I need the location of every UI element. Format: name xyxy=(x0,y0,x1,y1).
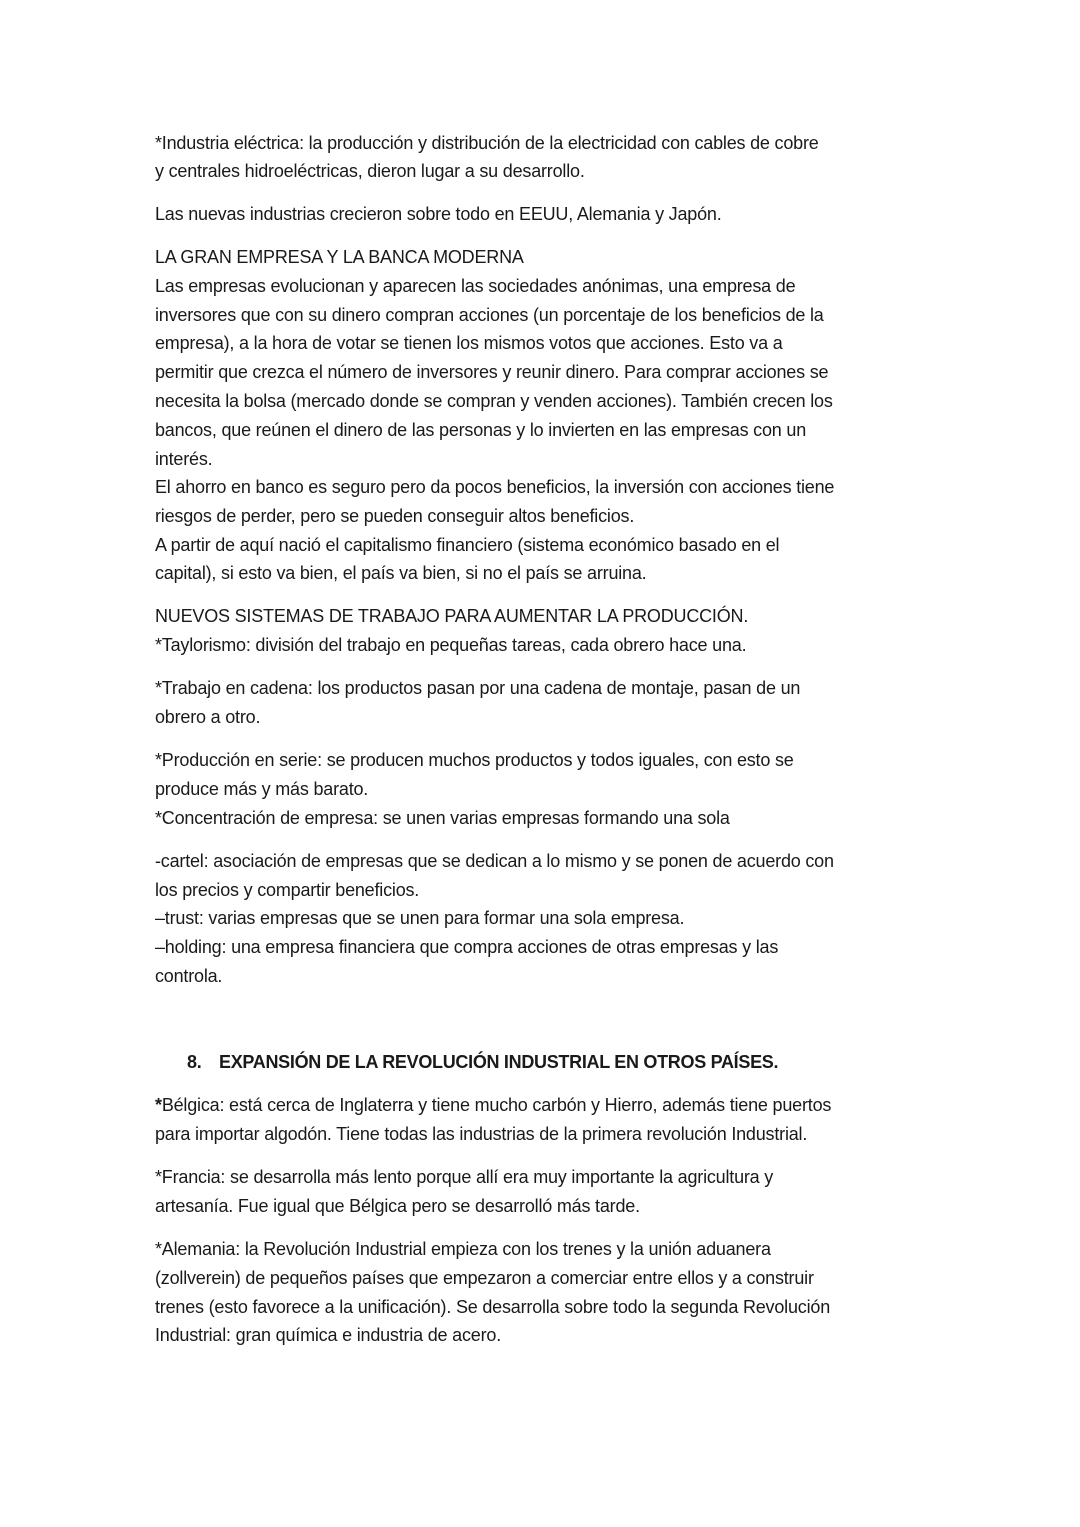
text-line: -cartel: asociación de empresas que se dedican a lo mismo y se ponen de acuerdo con xyxy=(155,851,834,871)
text-line: *Trabajo en cadena: los productos pasan por una cadena de montaje, pasan de un xyxy=(155,678,801,698)
section-title: EXPANSIÓN DE LA REVOLUCIÓN INDUSTRIAL EN OTROS PAÍSES. xyxy=(219,1052,779,1072)
text-line: necesita la bolsa (mercado donde se compran y venden acciones). También crecen los xyxy=(155,391,833,411)
text-line: A partir de aquí nació el capitalismo financiero (sistema económico basado en el xyxy=(155,535,780,555)
text-line: Las empresas evolucionan y aparecen las sociedades anónimas, una empresa de xyxy=(155,276,796,296)
text-line: –holding: una empresa financiera que compra acciones de otras empresas y las xyxy=(155,937,779,957)
section-heading: NUEVOS SISTEMAS DE TRABAJO PARA AUMENTAR LA PRODUCCIÓN. xyxy=(155,606,749,626)
text-line: trenes (esto favorece a la unificación). Se desarrolla sobre todo la segunda Revolución xyxy=(155,1297,831,1317)
text-line: *Alemania: la Revolución Industrial empieza con los trenes y la unión aduanera xyxy=(155,1239,771,1259)
text-line: El ahorro en banco es seguro pero da pocos beneficios, la inversión con acciones tiene xyxy=(155,477,835,497)
text-line: Industrial: gran química e industria de acero. xyxy=(155,1325,501,1345)
text-line: permitir que crezca el número de inversores y reunir dinero. Para comprar acciones se xyxy=(155,362,829,382)
section-8-heading xyxy=(187,1050,778,1074)
text-line: *Taylorismo: división del trabajo en pequeñas tareas, cada obrero hace una. xyxy=(155,635,747,655)
text-line: bancos, que reúnen el dinero de las personas y lo invierten en las empresas con un xyxy=(155,420,807,440)
text-line: –trust: varias empresas que se unen para formar una sola empresa. xyxy=(155,908,685,928)
text-line: produce más y más barato. xyxy=(155,779,369,799)
text-line: controla. xyxy=(155,966,223,986)
text-line: inversores que con su dinero compran acciones (un porcentaje de los beneficios de la xyxy=(155,305,824,325)
text-line: *Concentración de empresa: se unen varias empresas formando una sola xyxy=(155,808,730,828)
text-line: los precios y compartir beneficios. xyxy=(155,880,420,900)
text-line: *Producción en serie: se producen muchos productos y todos iguales, con esto se xyxy=(155,750,794,770)
text-line xyxy=(155,1093,831,1117)
text-line: interés. xyxy=(155,449,213,469)
text-span: Bélgica: está cerca de Inglaterra y tiene mucho carbón y Hierro, además tiene puertos xyxy=(161,1095,832,1115)
text-line: Las nuevas industrias crecieron sobre todo en EEUU, Alemania y Japón. xyxy=(155,204,722,224)
section-heading: LA GRAN EMPRESA Y LA BANCA MODERNA xyxy=(155,247,524,267)
text-line: *Industria eléctrica: la producción y distribución de la electricidad con cables de cobre xyxy=(155,133,819,153)
text-line: capital), si esto va bien, el país va bien, si no el país se arruina. xyxy=(155,563,647,583)
text-line: riesgos de perder, pero se pueden conseguir altos beneficios. xyxy=(155,506,635,526)
text-line: empresa), a la hora de votar se tienen los mismos votos que acciones. Esto va a xyxy=(155,333,783,353)
text-line: y centrales hidroeléctricas, dieron lugar a su desarrollo. xyxy=(155,161,585,181)
text-line: (zollverein) de pequeños países que empezaron a comerciar entre ellos y a construir xyxy=(155,1268,814,1288)
bullet-star: * xyxy=(155,1095,162,1115)
text-line: para importar algodón. Tiene todas las industrias de la primera revolución Industrial. xyxy=(155,1124,808,1144)
text-line: obrero a otro. xyxy=(155,707,261,727)
section-number: 8. xyxy=(187,1052,202,1072)
text-line: *Francia: se desarrolla más lento porque allí era muy importante la agricultura y xyxy=(155,1167,774,1187)
text-line: artesanía. Fue igual que Bélgica pero se desarrolló más tarde. xyxy=(155,1196,640,1216)
